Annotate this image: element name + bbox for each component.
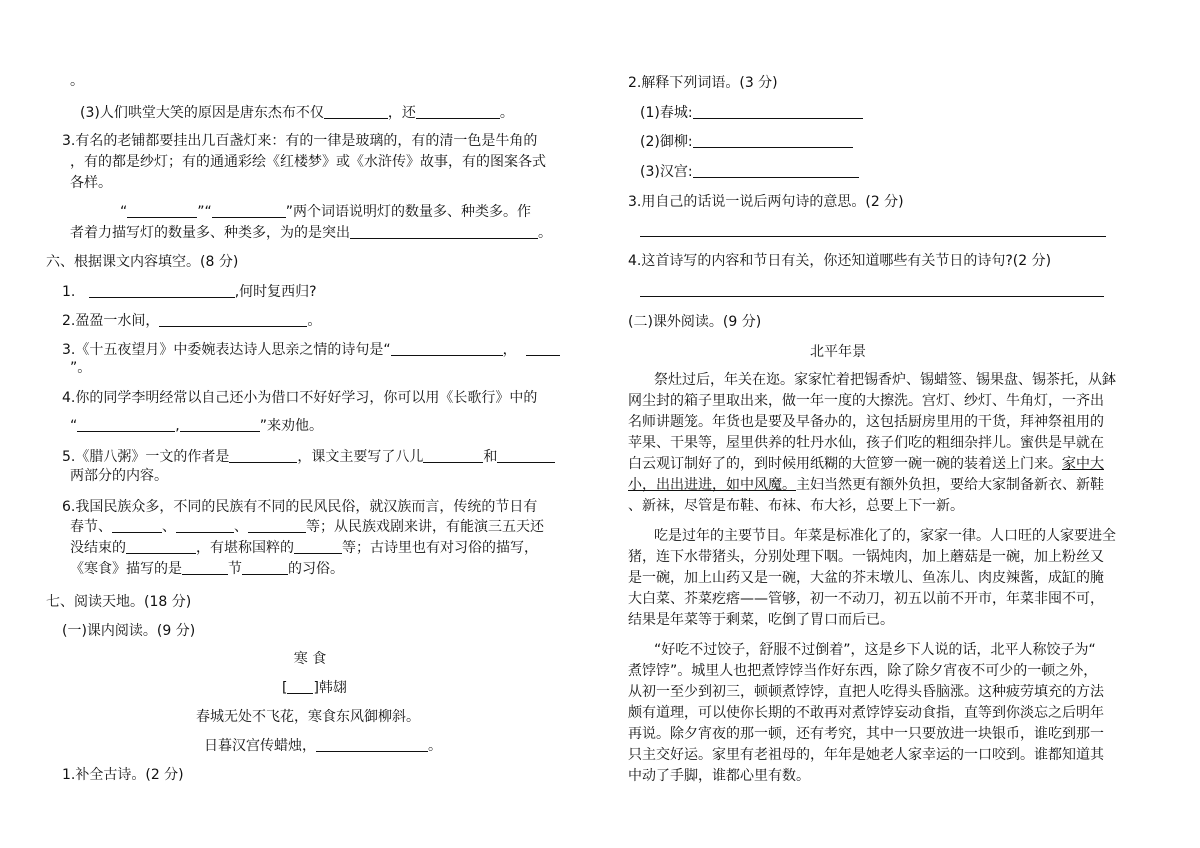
text: ，还: [387, 105, 416, 121]
text: ，: [502, 342, 517, 358]
underlined-text: 小，出出进进，如中风魔。: [628, 477, 796, 493]
article-title: 北平年景: [810, 344, 866, 360]
text-line: 颇有道理，可以使你长期的不敢再对煮饽饽妄动食指，直等到你淡忘之后明年: [628, 705, 1104, 721]
text-line: [640, 133, 853, 151]
text: ”两个词语说明灯的数量多、种类多。作: [285, 204, 532, 220]
answer-blank[interactable]: [693, 104, 863, 119]
text: 、: [162, 519, 176, 535]
text-line: [640, 163, 859, 181]
text-line: 煮饽饽”。城里人也把煮饽饽当作好东西，除了除夕宵夜不可少的一顿之外，: [628, 663, 1098, 679]
answer-line[interactable]: [640, 296, 1104, 297]
answer-blank[interactable]: [693, 163, 859, 178]
text-line: 再说。除夕宵夜的那一顿，还有考究，其中一只要放进一块银币，谁吃到那一: [628, 726, 1104, 742]
poem-line: [204, 737, 442, 755]
answer-blank[interactable]: [77, 417, 175, 432]
question-1: 1.补全古诗。(2 分): [62, 767, 184, 783]
text: 等；古诗里也有对习俗的描写，: [342, 540, 538, 556]
question-3-line: 3.有名的老铺都要挂出几百盏灯来：有的一律是玻璃的，有的清一色是牛角的: [62, 133, 538, 149]
text-line: 6.我国民族众多，不同的民族有不同的民风民俗，就汉族而言，传统的节日有: [62, 499, 538, 515]
text: 者着力描写灯的数量多、种类多，为的是突出: [70, 225, 350, 241]
text: 《寒食》描写的是: [70, 561, 182, 577]
answer-blank[interactable]: [350, 224, 538, 239]
text: ”“: [197, 204, 212, 220]
text: [: [282, 680, 288, 696]
text: ,: [175, 418, 180, 434]
answer-blank[interactable]: [229, 448, 297, 463]
answer-blank[interactable]: [112, 518, 162, 533]
section-6-heading: 六、根据课文内容填空。(8 分): [46, 254, 239, 270]
answer-blank[interactable]: [497, 448, 555, 463]
text: 。: [538, 225, 552, 241]
text: 节: [228, 561, 242, 577]
text-line: 从初一至少到初三，顿顿煮饽饽，直把人吃得头昏脑涨。这种疲劳填充的方法: [628, 684, 1104, 700]
text-line: 。: [70, 73, 84, 89]
text-line: 、新袜，尽管是布鞋、布袜、布大衫，总要上下一新。: [628, 498, 964, 514]
text: 没结束的: [70, 540, 126, 556]
text-line: [70, 224, 552, 242]
text-line: [70, 560, 344, 578]
question-2: 2.解释下列词语。(3 分): [628, 75, 778, 91]
text-line: 大白菜、芥菜疙瘩——管够，初一不动刀，初五以前不开市，年菜非囤不可，: [628, 591, 1104, 607]
answer-blank[interactable]: [180, 417, 260, 432]
answer-line[interactable]: [640, 236, 1106, 237]
text-line: 是一碗，加上山药又是一碗，大盆的芥末墩儿、鱼冻儿、肉皮辣酱，成缸的腌: [628, 570, 1104, 586]
text-line: [62, 312, 321, 330]
text-line: [120, 203, 531, 221]
text: “: [120, 204, 128, 220]
answer-blank[interactable]: [212, 203, 286, 218]
answer-blank[interactable]: [526, 341, 560, 356]
text-line: 苹果、干果等，屋里供养的牡丹水仙，孩子们吃的粗细杂拌儿。蜜供是早就在: [628, 435, 1104, 451]
subsection-heading: (一)课内阅读。(9 分): [62, 623, 196, 639]
answer-blank[interactable]: [159, 312, 307, 327]
text-line: [62, 341, 560, 359]
text-line: ”。: [70, 360, 92, 376]
text-line: 吃是过年的主要节目。年菜是标准化了的，家家一律。人口旺的人家要进全: [654, 528, 1116, 544]
text: 2.盈盈一水间，: [62, 313, 160, 329]
text-line: 猪，连下水带猪头，分别处理下咽。一锅炖肉，加上蘑菇是一碗，加上粉丝又: [628, 549, 1104, 565]
answer-blank[interactable]: [316, 737, 428, 752]
text: 白云观订制好了的，到时候用纸糊的大笸箩一碗一碗的装着送上门来。: [628, 456, 1062, 472]
text-line: [628, 455, 1104, 473]
answer-blank[interactable]: [423, 448, 483, 463]
question-4: 4.这首诗写的内容和节日有关，你还知道哪些有关节日的诗句?(2 分): [628, 253, 1052, 269]
text-line: [70, 417, 323, 435]
text: 春节、: [70, 519, 112, 535]
text-line: 名师讲题笼。年货也是要及早备办的，这包括厨房里用的干货，拜神祭祖用的: [628, 414, 1104, 430]
text: ，有堪称国粹的: [196, 540, 294, 556]
answer-blank[interactable]: [287, 679, 313, 694]
text: (3)汉宫:: [640, 164, 693, 180]
text: (1)春城:: [640, 105, 693, 121]
poem-line: 春城无处不飞花，寒食东风御柳斜。: [196, 709, 420, 725]
text: 5.《腊八粥》一文的作者是: [62, 449, 230, 465]
text: 3.《十五夜望月》中委婉表达诗人思亲之情的诗句是“: [62, 342, 391, 358]
text-line: [70, 518, 544, 536]
text-line: 结果是年菜等于剩菜，吃倒了胃口而后已。: [628, 612, 894, 628]
answer-blank[interactable]: [294, 539, 342, 554]
text: 、: [234, 519, 248, 535]
text-line: 只主交好运。家里有老祖母的，年年是她老人家幸运的一口咬到。谁都知道其: [628, 747, 1104, 763]
answer-blank[interactable]: [176, 518, 234, 533]
text-line: 中动了手脚，谁都心里有数。: [628, 768, 810, 784]
question-3: 3.用自己的话说一说后两句诗的意思。(2 分): [628, 194, 904, 210]
answer-blank[interactable]: [416, 104, 500, 119]
answer-blank[interactable]: [126, 539, 196, 554]
text: 日暮汉宫传蜡烛，: [204, 738, 316, 754]
text-line: ，有的都是纱灯；有的通通彩绘《红楼梦》或《水浒传》故事，有的图案各式: [70, 154, 546, 170]
text: ,何时复西归?: [234, 284, 317, 300]
text: 。: [428, 738, 442, 754]
text: “: [70, 418, 78, 434]
section-7-heading: 七、阅读天地。(18 分): [46, 594, 192, 610]
text: ]韩翃: [313, 680, 347, 696]
answer-blank[interactable]: [324, 104, 388, 119]
underlined-text: 家中大: [1062, 456, 1104, 472]
text-line: [62, 283, 317, 301]
text: 。: [307, 313, 322, 329]
text: 。: [499, 105, 514, 121]
text-line: [640, 104, 863, 122]
poem-title: 寒 食: [293, 651, 327, 667]
text: (3)人们哄堂大笑的原因是唐东杰布不仅: [80, 105, 324, 121]
text: 的习俗。: [288, 561, 344, 577]
text: 等；从民族戏剧来讲，有能演三五天还: [306, 519, 544, 535]
answer-blank[interactable]: [248, 518, 306, 533]
text: 主妇当然更有额外负担，要给大家制备新衣、新鞋: [796, 477, 1104, 493]
answer-blank[interactable]: [242, 560, 288, 575]
poem-author: [282, 679, 347, 697]
text: ”来劝他。: [259, 418, 323, 434]
text-line: 4.你的同学李明经常以自己还小为借口不好好学习，你可以用《长歌行》中的: [62, 390, 538, 406]
text: 1.: [62, 284, 76, 300]
text-line: [628, 476, 1104, 494]
text-line: 网尘封的箱子里取出来，做一年一度的大擦洗。宫灯、纱灯、牛角灯，一齐出: [628, 393, 1104, 409]
text-line: “好吃不过饺子，舒服不过倒着”，这是乡下人说的话，北平人称饺子为“: [654, 642, 1096, 658]
text-line: 各样。: [70, 175, 112, 191]
answer-blank[interactable]: [391, 341, 503, 356]
answer-blank[interactable]: [89, 283, 235, 298]
text-line: [80, 104, 514, 122]
answer-blank[interactable]: [182, 560, 228, 575]
text-line: [62, 448, 555, 466]
answer-blank[interactable]: [693, 133, 853, 148]
text-line: 两部分的内容。: [70, 468, 168, 484]
text-line: 祭灶过后，年关在迩。家家忙着把锡香炉、锡蜡签、锡果盘、锡茶托，从鉢: [654, 372, 1116, 388]
text: (2)御柳:: [640, 134, 693, 150]
subsection-heading: (二)课外阅读。(9 分): [628, 314, 762, 330]
text: ，课文主要写了八儿: [297, 449, 424, 465]
text: 和: [483, 449, 498, 465]
answer-blank[interactable]: [127, 203, 197, 218]
text-line: [70, 539, 538, 557]
